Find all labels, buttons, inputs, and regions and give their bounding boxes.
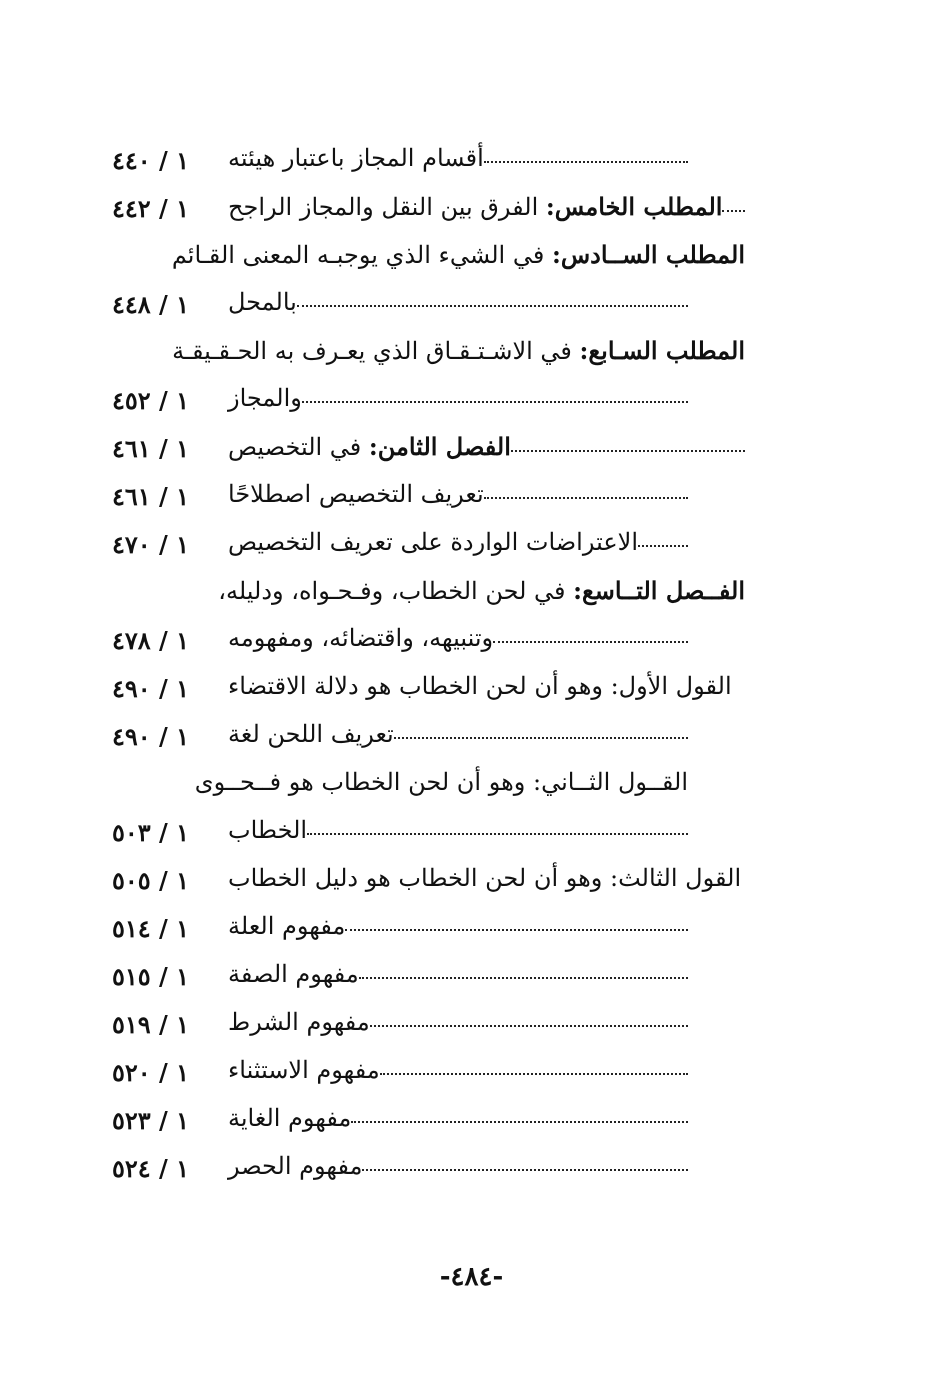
toc-title (222, 720, 394, 748)
toc-entry-text-wrap (222, 624, 688, 652)
toc-page-ref: ١ / ٥٠٣ (112, 818, 190, 847)
toc-title-text: مفهوم الاستثناء (228, 1056, 380, 1084)
toc-title-text: والمجاز (228, 384, 302, 412)
toc-title-text: القول الثالث: وهو أن لحن الخطاب هو دليل الخطاب (228, 864, 742, 892)
toc-title (222, 432, 511, 461)
toc-entry-text-wrap (222, 960, 688, 988)
toc-entry (0, 908, 943, 956)
toc-title-text: القــول الثــاني: وهو أن لحن الخطاب هو فــحــوى (194, 768, 688, 796)
toc-leader-dots (370, 1025, 688, 1027)
toc-entry (0, 1148, 943, 1196)
toc-title (222, 144, 484, 172)
toc-leader-dots (638, 545, 688, 547)
toc-title (222, 1104, 351, 1132)
toc-entry-text-wrap (222, 144, 688, 172)
toc-entry-text-wrap (222, 480, 688, 508)
toc-page-ref: ١ / ٤٤٨ (112, 290, 190, 319)
toc-leader-dots (359, 977, 688, 979)
toc-leader-dots (722, 210, 745, 212)
toc-heading-label: الفصل الثامن: (368, 432, 511, 461)
toc-leader-dots (493, 641, 688, 643)
toc-entry (0, 1004, 943, 1052)
toc-entry (0, 668, 943, 716)
toc-entry (0, 380, 943, 428)
toc-title-text: الفرق بين النقل والمجاز الراجح (228, 193, 546, 221)
toc-entry-text-wrap (212, 576, 745, 605)
toc-title-text: مفهوم الغاية (228, 1104, 352, 1132)
toc-entry-text-wrap (222, 384, 688, 412)
toc-entry (0, 1100, 943, 1148)
toc-entry-text-wrap (222, 864, 742, 892)
toc-page-ref: ١ / ٥١٩ (112, 1010, 190, 1039)
toc-title-text: القول الأول: وهو أن لحن الخطاب هو دلالة الاقتضاء (228, 672, 732, 700)
toc-title (222, 480, 484, 508)
toc-heading-label: الفــصل التــاسع: (573, 576, 745, 605)
toc-entry-continued (0, 764, 943, 812)
toc-title (222, 1152, 362, 1180)
toc-title-text: مفهوم الصفة (228, 960, 359, 988)
toc-leader-dots (297, 305, 688, 307)
toc-page-ref: ١ / ٤٦١ (112, 482, 190, 511)
toc-title (189, 768, 688, 796)
toc-leader-dots (394, 737, 688, 739)
toc-title (222, 288, 297, 316)
toc-page-ref: ١ / ٥٢٠ (112, 1058, 190, 1087)
toc-title-text: مفهوم الحصر (228, 1152, 363, 1180)
toc-title-text: تعريف اللحن لغة (228, 720, 394, 748)
toc-title (222, 192, 722, 221)
toc-entry-text-wrap (222, 720, 688, 748)
toc-page-ref: ١ / ٤٤٢ (112, 194, 190, 223)
table-of-contents (0, 140, 943, 1196)
toc-title (222, 672, 732, 700)
toc-entry-text-wrap (222, 1152, 688, 1180)
toc-title (212, 576, 745, 605)
toc-page-ref: ١ / ٤٧٨ (112, 626, 190, 655)
toc-entry-text-wrap (222, 288, 688, 316)
toc-page-ref: ١ / ٤٥٢ (112, 386, 190, 415)
toc-entry (0, 428, 943, 476)
toc-title-text: في التخصيص (228, 433, 369, 461)
toc-title (222, 1008, 370, 1036)
toc-entry-text-wrap (222, 672, 732, 700)
toc-entry (0, 860, 943, 908)
toc-title (222, 912, 345, 940)
toc-title-text: وتنبيهه، واقتضائه، ومفهومه (228, 624, 494, 652)
toc-title (222, 624, 493, 652)
toc-entry-text-wrap (222, 1104, 688, 1132)
toc-entry-continued (0, 236, 943, 284)
toc-entry-text-wrap (222, 1008, 688, 1036)
toc-entry (0, 524, 943, 572)
toc-heading-label: المطلب الخامس: (545, 192, 723, 221)
toc-title-text: الخطاب (228, 816, 308, 844)
toc-title (166, 336, 745, 365)
toc-entry-text-wrap (222, 192, 745, 221)
toc-heading-label: المطلب السـابع: (579, 336, 745, 365)
toc-entry-text-wrap (222, 432, 745, 461)
toc-title-text: بالمحل (228, 288, 297, 316)
toc-leader-dots (362, 1169, 688, 1171)
toc-title (166, 240, 745, 269)
toc-title (222, 864, 741, 892)
toc-title-text: مفهوم العلة (228, 912, 346, 940)
toc-entry-text-wrap (222, 816, 688, 844)
toc-page-ref: ١ / ٥١٤ (112, 914, 190, 943)
toc-entry-continued (0, 572, 943, 620)
toc-entry (0, 620, 943, 668)
toc-leader-dots (345, 929, 688, 931)
toc-title-text: تعريف التخصيص اصطلاحًا (228, 480, 484, 508)
toc-entry (0, 188, 943, 236)
toc-title (222, 528, 638, 556)
toc-page-ref: ١ / ٥٢٤ (112, 1154, 190, 1183)
toc-entry (0, 1052, 943, 1100)
toc-entry-text-wrap (189, 768, 688, 796)
toc-entry-continued (0, 332, 943, 380)
toc-page-ref: ١ / ٤٤٠ (112, 146, 190, 175)
toc-entry-text-wrap (222, 528, 688, 556)
toc-leader-dots (380, 1073, 688, 1075)
toc-title-text: مفهوم الشرط (228, 1008, 370, 1036)
toc-leader-dots (302, 401, 688, 403)
toc-leader-dots (511, 450, 745, 452)
toc-title-text: في الشيء الذي يوجبـه المعنى القـائم (171, 241, 552, 269)
toc-title-text: في الاشـتـقـاق الذي يعـرف به الحـقـيقـة (172, 337, 580, 365)
toc-page-ref: ١ / ٥١٥ (112, 962, 190, 991)
toc-leader-dots (307, 833, 688, 835)
toc-page-ref: ١ / ٥٢٣ (112, 1106, 190, 1135)
toc-title (222, 816, 307, 844)
toc-entry-text-wrap (222, 1056, 688, 1084)
toc-heading-label: المطلب الســادس: (551, 240, 745, 269)
toc-leader-dots (484, 497, 688, 499)
toc-title-text: الاعتراضات الواردة على تعريف التخصيص (228, 528, 638, 556)
toc-entry-text-wrap (222, 912, 688, 940)
toc-page-ref: ١ / ٤٩٠ (112, 674, 190, 703)
toc-title (222, 960, 359, 988)
toc-entry (0, 476, 943, 524)
toc-leader-dots (484, 161, 688, 163)
toc-page-ref: ١ / ٥٠٥ (112, 866, 190, 895)
toc-entry (0, 140, 943, 188)
toc-page-ref: ١ / ٤٧٠ (112, 530, 190, 559)
toc-title (222, 1056, 380, 1084)
toc-entry (0, 716, 943, 764)
toc-title-text: أقسام المجاز باعتبار هيئته (228, 144, 484, 172)
toc-leader-dots (351, 1121, 688, 1123)
toc-title (222, 384, 302, 412)
toc-entry-text-wrap (166, 336, 745, 365)
toc-entry (0, 284, 943, 332)
toc-entry (0, 956, 943, 1004)
toc-entry (0, 812, 943, 860)
toc-page-ref: ١ / ٤٦١ (112, 434, 190, 463)
page-number: -٤٨٤- (439, 1262, 504, 1292)
toc-title-text: في لحن الخطاب، وفـحـواه، ودليله، (218, 577, 574, 605)
toc-page-ref: ١ / ٤٩٠ (112, 722, 190, 751)
toc-entry-text-wrap (166, 240, 745, 269)
